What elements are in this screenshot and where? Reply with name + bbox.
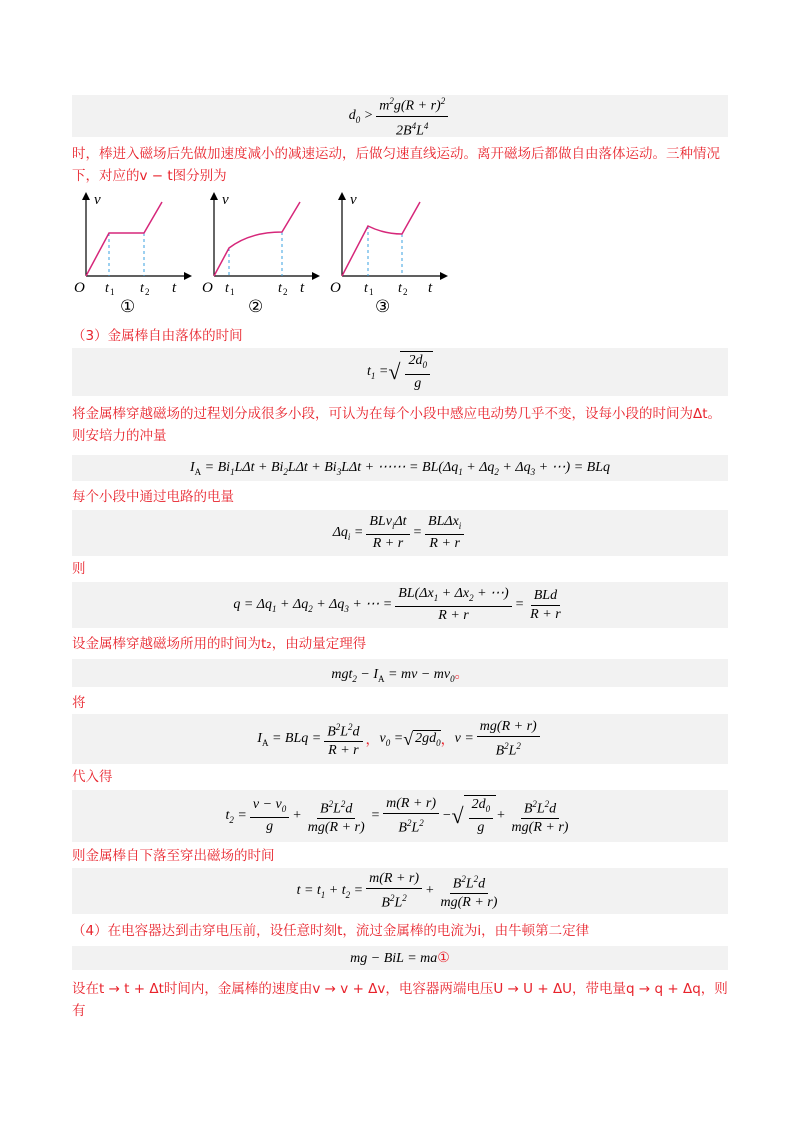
formula-box-6: $mgt_2 - I_A$ = mv − $mv_0$。 xyxy=(72,659,728,687)
tick-t2: t xyxy=(278,281,282,296)
paragraph-11: 设在t → t + Δt时间内，金属棒的速度由v → v + Δv，电容器两端电压U → U + ΔU，带电量q → q + Δq，则有 xyxy=(72,981,728,1019)
axis-v-label: v xyxy=(350,192,357,208)
tick-t1-sub: 1 xyxy=(230,287,235,297)
paragraph-1: 时，棒进入磁场后先做加速度减小的减速运动，后做匀速直线运动。离开磁场后都做自由落体运动。三种情况下，对应的v − t图分别为 xyxy=(72,146,720,184)
formula-box-4: $\Delta q_i$ = $\frac{BLv_i\Delta t}{R + r}$ = $\frac{BL\Delta x_i}{R + r}$ xyxy=(72,510,728,556)
axis-t-label: t xyxy=(300,280,305,296)
tick-t2-sub: 2 xyxy=(145,287,150,297)
tick-t1: t xyxy=(105,281,109,296)
paragraph-4: 每个小段中通过电路的电量 xyxy=(72,489,234,505)
graph-label-2: ② xyxy=(248,297,264,316)
paragraph-7: 将 xyxy=(72,695,86,711)
vt-graphs xyxy=(72,188,452,318)
paragraph-6: 设金属棒穿越磁场所用的时间为t₂，由动量定理得 xyxy=(72,636,367,652)
formula-box-1: $d_0$ > $\frac{m^2g(R + r)^2}{2B^4L^4}$ xyxy=(72,95,728,137)
formula-box-10: mg − BiL = ma① xyxy=(72,946,728,970)
paragraph-2: （3）金属棒自由落体的时间 xyxy=(72,328,243,344)
tick-t1: t xyxy=(364,281,368,296)
axis-v-label: v xyxy=(94,192,101,208)
formula-box-7: $I_A$ = BLq = $\frac{B^2L^2d}{R + r}$ ， $v_0$ = √ $2gd_0$ ， v = $\frac{mg(R + r)}{B^2L^2}$ xyxy=(72,714,728,764)
tick-t2: t xyxy=(398,281,402,296)
axis-t-label: t xyxy=(428,280,433,296)
formula-box-3: $I_A = Bi_1L\Delta t + Bi_2L\Delta t + Bi_3L\Delta t$ + ⋯⋯ = $BL(\Delta q_1 + \Delta q_2 + \Delta q_3$ + ⋯) = BLq xyxy=(72,455,728,481)
formula-box-9: $t = t_1 + t_2$ = $\frac{m(R + r)}{B^2L^2}$ + $\frac{B^2L^2d}{mg(R + r)}$ xyxy=(72,868,728,914)
paragraph-9: 则金属棒自下落至穿出磁场的时间 xyxy=(72,848,275,864)
paragraph-5: 则 xyxy=(72,561,86,577)
paragraph-3: 将金属棒穿越磁场的过程划分成很多小段，可认为在每个小段中感应电动势几乎不变，设每小段的时间为Δt。则安培力的冲量 xyxy=(72,406,722,444)
origin-label: O xyxy=(74,280,85,296)
tick-t1-sub: 1 xyxy=(110,287,115,297)
formula-box-5: $q = \Delta q_1 + \Delta q_2 + \Delta q_3$ + ⋯ = $\frac{BL(\Delta x_1 + \Delta x_2 + \cdots)}{R + r}$ = $\frac{\text{BLd}}{R + r}$ xyxy=(72,582,728,628)
formula-box-2: $t_1$ = √ $\frac{2d_0}{g}$ xyxy=(72,348,728,396)
tick-t2-sub: 2 xyxy=(403,287,408,297)
graph-label-3: ③ xyxy=(375,297,391,316)
graph-label-1: ① xyxy=(120,297,136,316)
origin-label: O xyxy=(330,280,341,296)
tick-t1: t xyxy=(225,281,229,296)
tick-t2: t xyxy=(140,281,144,296)
tick-t1-sub: 1 xyxy=(369,287,374,297)
graph-1 xyxy=(74,192,192,316)
graph-3 xyxy=(330,192,448,316)
paragraph-10: （4）在电容器达到击穿电压前，设任意时刻t，流过金属棒的电流为i，由牛顿第二定律 xyxy=(72,923,590,939)
tick-t2-sub: 2 xyxy=(283,287,288,297)
paragraph-8: 代入得 xyxy=(72,769,113,785)
axis-v-label: v xyxy=(222,192,229,208)
graph-2 xyxy=(202,192,320,316)
formula-box-8: $t_2$ = $\frac{v - v_0}{g}$ + $\frac{B^2L^2d}{mg(R + r)}$ = $\frac{m(R + r)}{B^2L^2}$ − √ $\frac{2d_0}{g}$ + $\frac{B^2L^2d}{mg(R + r)}$ xyxy=(72,790,728,842)
origin-label: O xyxy=(202,280,213,296)
axis-t-label: t xyxy=(172,280,177,296)
